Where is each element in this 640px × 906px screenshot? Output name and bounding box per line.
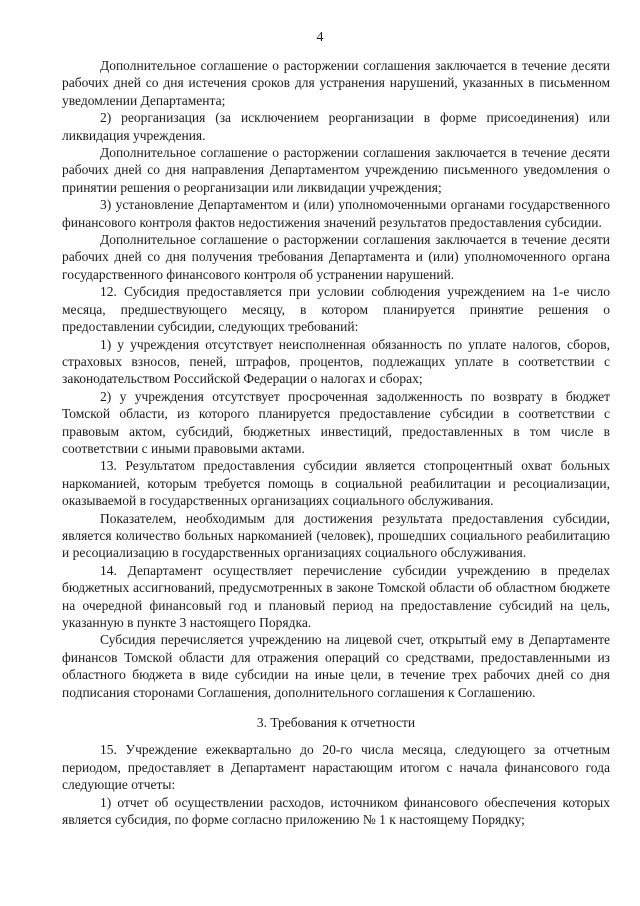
paragraph: 15. Учреждение ежеквартально до 20-го числа месяца, следующего за отчетным периодом, предоставляет в Департамент нарастающим итогом с начала финансового года следующие отчеты: (62, 742, 610, 793)
paragraph: Дополнительное соглашение о расторжении соглашения заключается в течение десяти рабочих дней со дня истечения сроков для устранения нарушений, указанных в письменном уведомлении Департамента; (62, 58, 610, 108)
paragraph: Субсидия перечисляется учреждению на лицевой счет, открытый ему в Департаменте финансов Томской области для отражения операций со средствами, предоставленными из областного бюджета в виде субсидии на иные цели, в течение трех рабочих дней со дня подписания сторонами Соглашения, дополнительного соглашения к Соглашению. (62, 632, 610, 700)
page-number: 4 (316, 30, 324, 45)
paragraph: 3) установление Департаментом и (или) уполномоченными органами государственного финансового контроля фактов недостижения значений результатов предоставления субсидии. (62, 197, 610, 230)
paragraph: 1) у учреждения отсутствует неисполненная обязанность по уплате налогов, сборов, страховых взносов, пеней, штрафов, процентов, подлежащих уплате в соответствии с законодательством Российской Федерации о налогах и сборах; (62, 336, 610, 387)
paragraph: 2) у учреждения отсутствует просроченная задолженность по возврату в бюджет Томской области, из которого планируется предоставление субсидии в соответствии с правовым актом, субсидий, бюджетных инвестиций, предоставленных в том числе в соответствии с иными правовыми актами. (62, 388, 610, 456)
document-body (62, 57, 610, 828)
paragraph: 12. Субсидия предоставляется при условии соблюдения учреждением на 1-е число месяца, предшествующего месяцу, в котором планируется принятие решения о предоставлении субсидии, следующих требований: (62, 284, 610, 335)
section-title: 3. Требования к отчетности (256, 715, 416, 731)
paragraph: Показателем, необходимым для достижения результата предоставления субсидии, является количество больных наркоманией (человек), прошедших социального реабилитацию и ресоциализацию в государственных организациях социального обслуживания. (62, 510, 610, 561)
paragraph: Дополнительное соглашение о расторжении соглашения заключается в течение десяти рабочих дней со дня направления Департаментом учреждению письменного уведомления о принятии решения о реорганизации или ликвидации учреждения; (62, 145, 610, 195)
paragraph: 1) отчет об осуществлении расходов, источником финансового обеспечения которых является субсидия, по форме согласно приложению № 1 к настоящему Порядку; (62, 794, 610, 828)
paragraph: 14. Департамент осуществляет перечисление субсидии учреждению в пределах бюджетных ассигнований, предусмотренных в законе Томской области об областном бюджете на очередной финансовый год и плановый период на предоставление субсидий на цель, указанную в пункте 3 настоящего Порядка. (62, 562, 610, 630)
paragraph: 2) реорганизация (за исключением реорганизации в форме присоединения) или ликвидация учреждения. (62, 110, 610, 143)
paragraph: 13. Результатом предоставления субсидии является стопроцентный охват больных наркоманией, которым требуется помощь в социальной реабилитации и ресоциализации, оказываемой в государственных организациях социального обслуживания. (62, 458, 610, 509)
paragraph: Дополнительное соглашение о расторжении соглашения заключается в течение десяти рабочих дней со дня получения требования Департамента и (или) уполномоченного органа государственного финансового контроля об устранении нарушений. (62, 232, 610, 282)
